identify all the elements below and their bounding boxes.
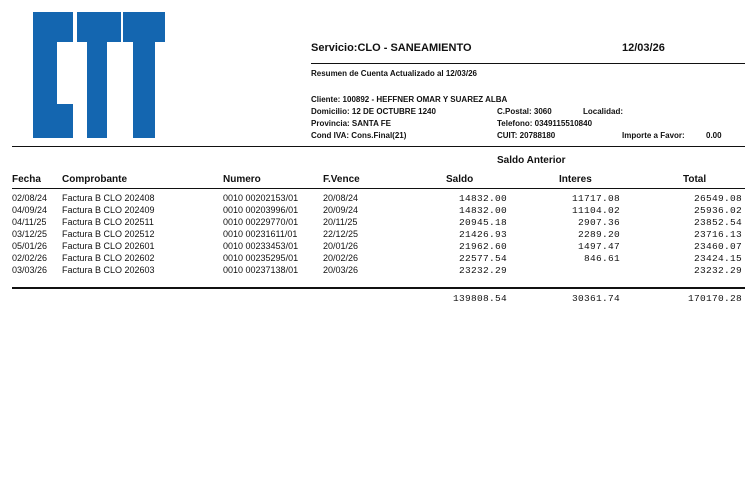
cell-comprobante: Factura B CLO 202408 — [62, 193, 155, 203]
total-total: 170170.28 — [687, 293, 742, 304]
col-header-fvence: F.Vence — [323, 174, 360, 185]
cell-fecha: 03/03/26 — [12, 265, 48, 275]
table-row — [0, 241, 755, 252]
col-header-saldo: Saldo — [446, 174, 474, 185]
client-cond-iva: Cond IVA: Cons.Final(21) — [311, 131, 407, 140]
cell-fvence: 20/03/26 — [323, 265, 359, 275]
cell-total: 23852.54 — [693, 217, 742, 228]
cell-interes: 2907.36 — [577, 217, 620, 228]
cell-fvence: 20/01/26 — [323, 241, 359, 251]
cell-fvence: 22/12/25 — [323, 229, 359, 239]
cell-total: 26549.08 — [693, 193, 742, 204]
cell-fecha: 02/08/24 — [12, 193, 48, 203]
cell-interes: 11717.08 — [571, 193, 620, 204]
cell-fecha: 04/09/24 — [12, 205, 48, 215]
total-saldo: 139808.54 — [452, 293, 507, 304]
client-cuit: CUIT: 20788180 — [497, 131, 556, 140]
table-header-divider — [12, 188, 745, 189]
header-date: 12/03/26 — [622, 42, 665, 54]
cell-comprobante: Factura B CLO 202603 — [62, 265, 155, 275]
cell-saldo: 21426.93 — [458, 229, 507, 240]
client-divider — [12, 146, 745, 147]
client-telefono: Telefono: 0349115510840 — [497, 119, 593, 128]
totals-divider — [12, 287, 745, 289]
logo-letter-t1 — [77, 12, 121, 138]
cell-comprobante: Factura B CLO 202601 — [62, 241, 155, 251]
table-row — [0, 265, 755, 276]
cell-comprobante: Factura B CLO 202512 — [62, 229, 155, 239]
cell-total: 23460.07 — [693, 241, 742, 252]
table-row — [0, 205, 755, 216]
client-domicilio: Domicilio: 12 DE OCTUBRE 1240 — [311, 107, 436, 116]
cell-interes: 1497.47 — [577, 241, 620, 252]
cell-fvence: 20/11/25 — [323, 217, 358, 227]
cell-comprobante: Factura B CLO 202511 — [62, 217, 154, 227]
cell-numero: 0010 00237138/01 — [223, 265, 299, 275]
table-row — [0, 217, 755, 228]
header-divider — [311, 63, 745, 64]
cell-interes: 846.61 — [583, 253, 620, 264]
importe-favor-label: Importe a Favor: — [622, 131, 685, 140]
cell-numero: 0010 00235295/01 — [223, 253, 299, 263]
cell-fvence: 20/09/24 — [323, 205, 359, 215]
cell-comprobante: Factura B CLO 202409 — [62, 205, 155, 215]
cell-fecha: 03/12/25 — [12, 229, 48, 239]
logo-letter-c — [33, 12, 73, 138]
cell-saldo: 20945.18 — [458, 217, 507, 228]
cell-fvence: 20/08/24 — [323, 193, 359, 203]
cell-fvence: 20/02/26 — [323, 253, 359, 263]
cell-saldo: 23232.29 — [458, 265, 507, 276]
client-name: Cliente: 100892 - HEFFNER OMAR Y SUAREZ ALBA — [311, 95, 508, 104]
cell-total: 23232.29 — [693, 265, 742, 276]
cell-saldo: 22577.54 — [458, 253, 507, 264]
cell-interes: 2289.20 — [577, 229, 620, 240]
col-header-comprobante: Comprobante — [62, 174, 127, 185]
cell-saldo: 14832.00 — [458, 193, 507, 204]
cell-total: 23716.13 — [693, 229, 742, 240]
cell-numero: 0010 00203996/01 — [223, 205, 299, 215]
cell-numero: 0010 00202153/01 — [223, 193, 299, 203]
logo-letter-t2 — [123, 12, 165, 138]
client-cpostal: C.Postal: 3060 — [497, 107, 552, 116]
cell-fecha: 02/02/26 — [12, 253, 48, 263]
col-header-numero: Numero — [223, 174, 261, 185]
cell-fecha: 05/01/26 — [12, 241, 48, 251]
client-provincia: Provincia: SANTA FE — [311, 119, 392, 128]
cell-total: 25936.02 — [693, 205, 742, 216]
col-header-total: Total — [683, 174, 707, 185]
cell-total: 23424.15 — [693, 253, 742, 264]
totals-row — [0, 293, 755, 304]
cell-numero: 0010 00229770/01 — [223, 217, 299, 227]
cell-saldo: 21962.60 — [458, 241, 507, 252]
cell-interes: 11104.02 — [571, 205, 620, 216]
cell-saldo: 14832.00 — [458, 205, 507, 216]
client-localidad: Localidad: — [583, 107, 624, 116]
col-header-interes: Interes — [559, 174, 592, 185]
cell-comprobante: Factura B CLO 202602 — [62, 253, 155, 263]
table-row — [0, 253, 755, 264]
importe-favor-value: 0.00 — [706, 131, 722, 140]
servicio-title: Servicio:CLO - SANEAMIENTO — [311, 42, 472, 54]
cell-fecha: 04/11/25 — [12, 217, 47, 227]
cell-numero: 0010 00231611/01 — [223, 229, 298, 239]
resumen-label: Resumen de Cuenta Actualizado al 12/03/26 — [311, 69, 477, 78]
ctt-logo — [33, 12, 165, 138]
total-interes: 30361.74 — [571, 293, 620, 304]
table-row — [0, 193, 755, 204]
table-row — [0, 229, 755, 240]
cell-numero: 0010 00233453/01 — [223, 241, 299, 251]
saldo-anterior-heading: Saldo Anterior — [497, 155, 566, 166]
col-header-fecha: Fecha — [12, 174, 41, 185]
